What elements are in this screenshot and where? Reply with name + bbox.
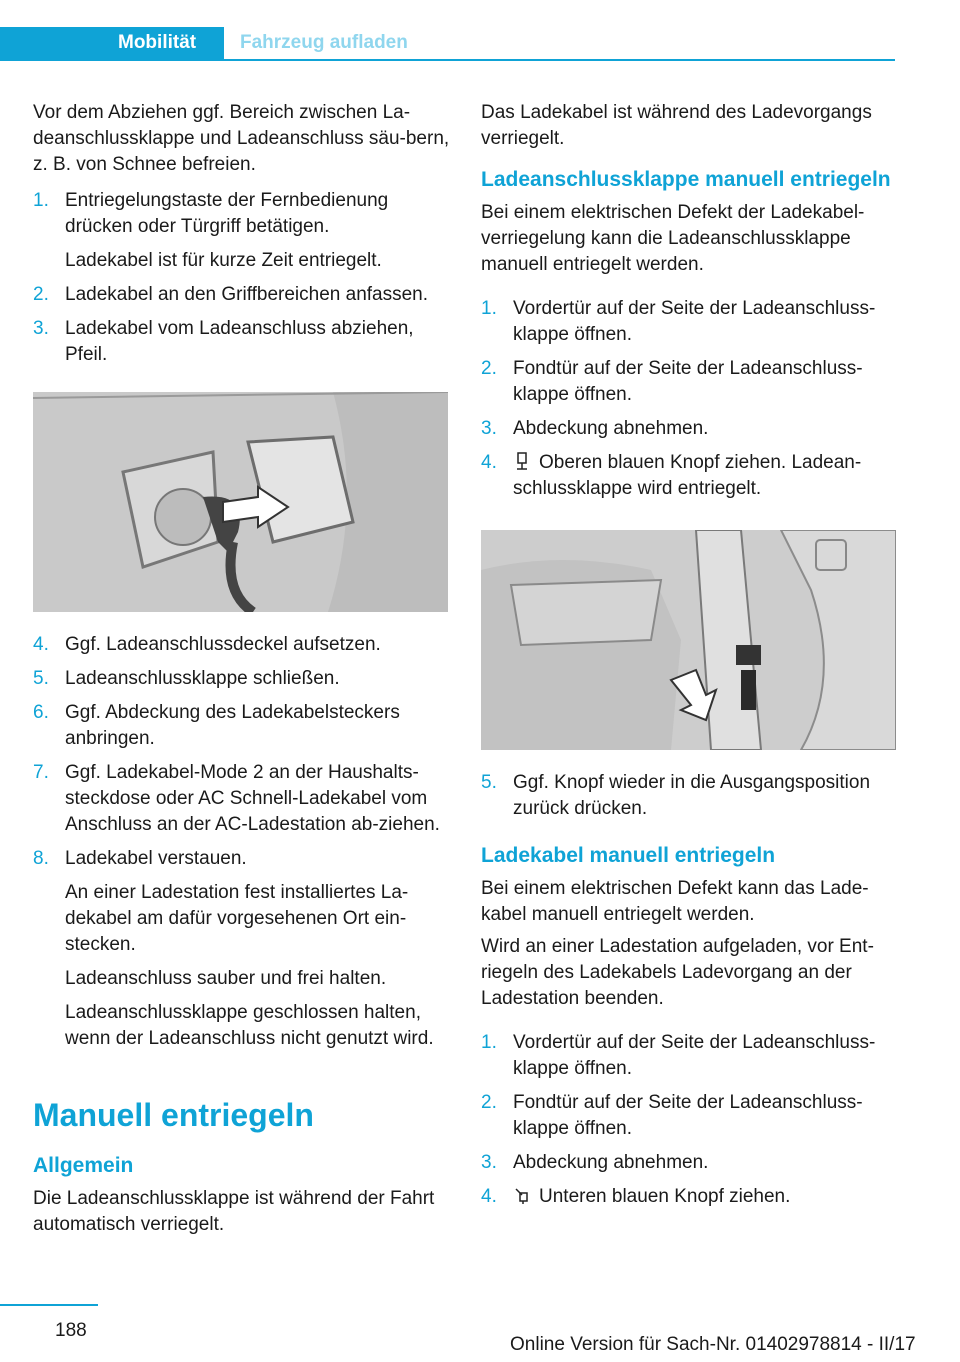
step-text: Unteren blauen Knopf ziehen. (539, 1186, 791, 1207)
page-header (0, 27, 895, 59)
charging-plug-figure (33, 392, 448, 612)
right-intro: Das Ladekabel ist während des Ladevorgangs verriegelt. (481, 102, 872, 149)
cable-steps-list (481, 1030, 899, 1210)
door-knob-illustration (481, 530, 896, 750)
step-number: 4. (481, 452, 497, 473)
heading-flap-unlock: Ladeanschlussklappe manuell entriegeln (481, 168, 891, 191)
chapter-tab: Fahrzeug aufladen (240, 32, 408, 53)
step-subtext: Ladeanschluss sauber und frei halten. (65, 968, 387, 989)
page-number: 188 (55, 1320, 87, 1341)
flap-step5-list (481, 770, 899, 822)
step-number: 2. (33, 284, 49, 305)
step-text: Abdeckung abnehmen. (513, 1152, 709, 1173)
flap-steps-list (481, 296, 899, 502)
step-text: Fondtür auf der Seite der Ladeanschluss-klappe öffnen. (513, 358, 863, 405)
step-text: Entriegelungstaste der Fernbedienung drücken oder Türgriff betätigen. (65, 190, 389, 237)
step-number: 7. (33, 762, 49, 783)
step-text: Ladeanschlussklappe schließen. (65, 668, 340, 689)
step-text: Ggf. Abdeckung des Ladekabelsteckers anbringen. (65, 702, 400, 749)
step-text: Ggf. Ladekabel-Mode 2 an der Haushalts-steckdose oder AC Schnell-Ladekabel vom Anschluss an der AC-Ladestation ab-ziehen. (65, 762, 440, 835)
online-version-note: Online Version für Sach-Nr. 01402978814 - II/17 (510, 1334, 916, 1355)
list-item (481, 1090, 899, 1142)
list-item (481, 450, 899, 502)
step-number: 2. (481, 1092, 497, 1113)
step-subtext: An einer Ladestation fest installiertes La-dekabel am dafür vorgesehenen Ort ein-stecken. (65, 882, 409, 955)
list-item (481, 296, 899, 348)
list-item (33, 188, 451, 274)
step-text: Ladekabel an den Griffbereichen anfassen. (65, 284, 429, 305)
step-number: 4. (481, 1186, 497, 1207)
list-item (481, 1030, 899, 1082)
step-text: Ggf. Ladeanschlussdeckel aufsetzen. (65, 634, 381, 655)
step-text: Oberen blauen Knopf ziehen. Ladean-schlussklappe wird entriegelt. (513, 452, 862, 499)
list-item (33, 846, 451, 1052)
left-column (33, 100, 451, 1248)
list-item (33, 282, 451, 308)
left-intro: Vor dem Abziehen ggf. Bereich zwischen La-deanschlussklappe und Ladeanschluss säu-bern, z. B. von Schnee befreien. (33, 102, 450, 175)
step-number: 8. (33, 848, 49, 869)
general-text: Die Ladeanschlussklappe ist während der Fahrt automatisch verriegelt. (33, 1188, 435, 1235)
list-item (481, 356, 899, 408)
step-text: Abdeckung abnehmen. (513, 418, 709, 439)
step-number: 1. (481, 298, 497, 319)
step-text: Vordertür auf der Seite der Ladeanschluss-klappe öffnen. (513, 298, 876, 345)
list-item (481, 1150, 899, 1176)
step-number: 4. (33, 634, 49, 655)
heading-manual-unlock: Manuell entriegeln (33, 1097, 314, 1133)
unplug-steps-list (33, 188, 451, 368)
step-number: 3. (481, 1152, 497, 1173)
step-number: 6. (33, 702, 49, 723)
step-text: Ladekabel verstauen. (65, 848, 247, 869)
footer-rule (0, 1304, 98, 1306)
door-knob-figure (481, 530, 896, 750)
step-number: 3. (33, 318, 49, 339)
step-subtext: Ladeanschlussklappe geschlossen halten, wenn der Ladeanschluss nicht genutzt wird. (65, 1002, 434, 1049)
upper-knob-icon (513, 451, 531, 471)
charging-plug-illustration (33, 392, 448, 612)
lower-knob-icon (513, 1185, 531, 1205)
flap-text: Bei einem elektrischen Defekt der Ladekabel-verriegelung kann die Ladeanschlussklappe manuell entriegelt werden. (481, 202, 865, 275)
step-number: 5. (33, 668, 49, 689)
step-text: Ladekabel vom Ladeanschluss abziehen, Pfeil. (65, 318, 414, 365)
list-item (481, 1184, 899, 1210)
cable-text-2: Wird an einer Ladestation aufgeladen, vor Ent-riegeln des Ladekabels Ladevorgang an der Ladestation beenden. (481, 936, 874, 1009)
header-rule (0, 59, 895, 61)
step-subtext: Ladekabel ist für kurze Zeit entriegelt. (65, 250, 382, 271)
list-item (481, 770, 899, 822)
subheading-general: Allgemein (33, 1154, 134, 1177)
step-text: Vordertür auf der Seite der Ladeanschluss-klappe öffnen. (513, 1032, 876, 1079)
step-number: 1. (33, 190, 49, 211)
list-item (33, 316, 451, 368)
list-item (33, 666, 451, 692)
list-item (481, 416, 899, 442)
step-number: 3. (481, 418, 497, 439)
cable-text-1: Bei einem elektrischen Defekt kann das Lade-kabel manuell entriegelt werden. (481, 878, 869, 925)
heading-cable-unlock: Ladekabel manuell entriegeln (481, 844, 776, 867)
step-number: 5. (481, 772, 497, 793)
step-text: Fondtür auf der Seite der Ladeanschluss-klappe öffnen. (513, 1092, 863, 1139)
list-item (33, 700, 451, 752)
step-number: 1. (481, 1032, 497, 1053)
step-text: Ggf. Knopf wieder in die Ausgangsposition zurück drücken. (513, 772, 871, 819)
section-tab: Mobilität (0, 27, 224, 59)
right-column (481, 100, 899, 1218)
step-number: 2. (481, 358, 497, 379)
list-item (33, 632, 451, 658)
list-item (33, 760, 451, 838)
close-steps-list (33, 632, 451, 1052)
